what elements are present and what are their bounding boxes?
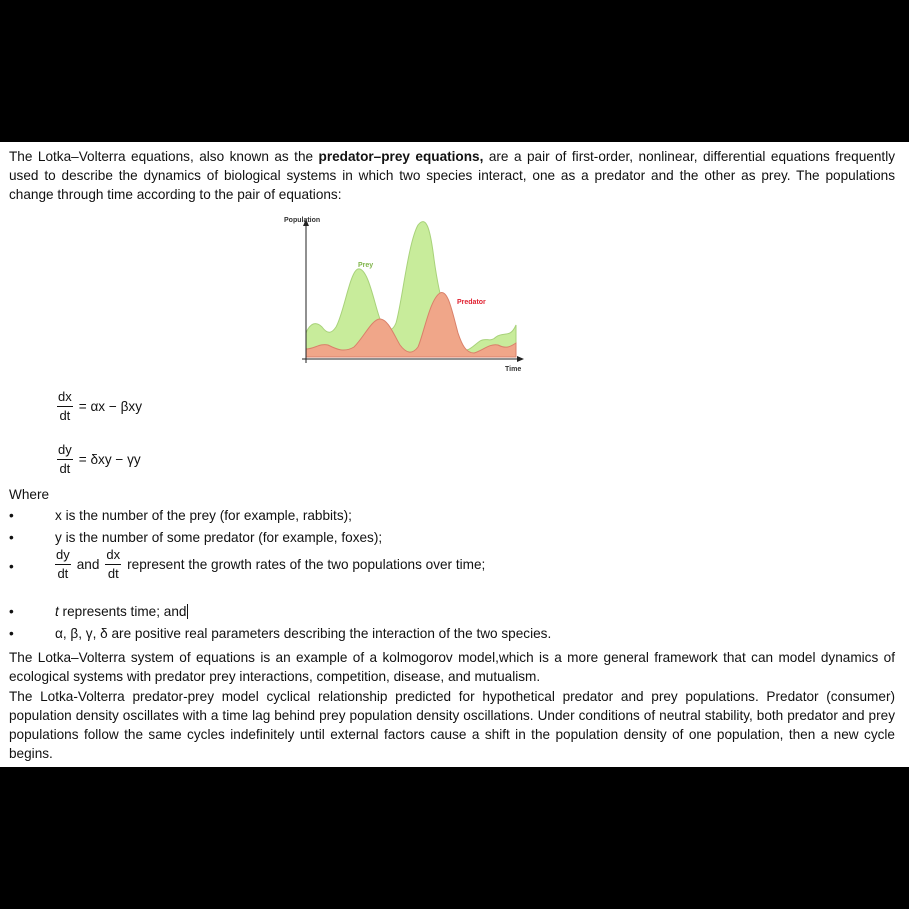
x-axis-arrow	[517, 356, 524, 362]
bullet-text[interactable]	[55, 604, 188, 619]
bullet-dot: •	[9, 626, 14, 641]
equation-rhs: = αx − βxy	[78, 399, 143, 414]
bullet-dot: •	[9, 508, 14, 523]
bullet-dot: •	[9, 604, 14, 619]
bullet-text: y is the number of some predator (for example, foxes);	[55, 530, 383, 545]
bullet-item	[9, 547, 889, 581]
bullet-and: and	[76, 557, 100, 572]
bullet-text: α, β, γ, δ are positive real parameters describing the interaction of the two species.	[55, 626, 552, 641]
where-label: Where	[9, 487, 50, 502]
fraction-denominator: dt	[57, 566, 69, 581]
bullet-rest: represents time; and	[58, 604, 187, 619]
intro-text-1: The Lotka–Volterra equations, also known as the	[9, 149, 319, 164]
equation-prey	[57, 389, 142, 424]
fraction-denominator: dt	[59, 461, 71, 476]
predator-prey-figure	[284, 215, 528, 375]
fraction-dx-dt	[105, 547, 121, 582]
fraction-denominator: dt	[107, 566, 119, 581]
bullet-item	[9, 626, 889, 646]
fraction-dy-dt	[57, 442, 73, 477]
intro-bold-term: predator–prey equations,	[318, 149, 484, 164]
bullet-tail: represent the growth rates of the two populations over time;	[127, 557, 486, 572]
equation-predator	[57, 442, 141, 477]
y-axis-label: Population	[284, 217, 321, 224]
fraction-numerator: dx	[105, 547, 121, 565]
cycle-paragraph: The Lotka-Volterra predator-prey model cyclical relationship predicted for hypothetical predator and prey populations. Predator (consumer) population density oscillates with a time lag behind prey population density oscillations. Under conditions of neutral stability, both predator and prey populations follow the same cycles indefinitely until external factors cause a shift in the population density of one population, then a new cycle begins.	[9, 689, 895, 761]
prey-label: Prey	[358, 262, 374, 269]
x-axis-label: Time	[505, 366, 522, 373]
intro-text-2: are a pair of first-order, nonlinear, differential equations frequently used to describe the dynamics of biological systems in which two species interact, one as a predator and the other as prey. The populations change through time according to the pair of equations:	[9, 149, 896, 202]
kolmogorov-paragraph: The Lotka–Volterra system of equations is an example of a kolmogorov model,which is a more general framework that can model dynamics of ecological systems with predator prey interactions, competition, disease, and mutualism.	[9, 650, 895, 684]
fraction-numerator: dy	[55, 547, 71, 565]
bullet-text: x is the number of the prey (for example, rabbits);	[55, 508, 352, 523]
fraction-numerator: dx	[57, 389, 73, 407]
time-variable: t	[55, 604, 59, 619]
bullet-item	[9, 604, 889, 624]
equation-rhs: = δxy − γy	[78, 452, 141, 467]
bullet-dot: •	[9, 559, 14, 574]
bullet-text	[55, 547, 485, 582]
text-cursor	[187, 604, 188, 619]
bullet-item	[9, 508, 889, 528]
prey-area	[306, 222, 516, 357]
fraction-denominator: dt	[59, 408, 71, 423]
document-page	[0, 142, 909, 767]
fraction-dy-dt	[55, 547, 71, 582]
fraction-numerator: dy	[57, 442, 73, 460]
fraction-dx-dt	[57, 389, 73, 424]
predator-label: Predator	[457, 299, 486, 306]
intro-paragraph	[9, 147, 895, 204]
bullet-dot: •	[9, 530, 14, 545]
